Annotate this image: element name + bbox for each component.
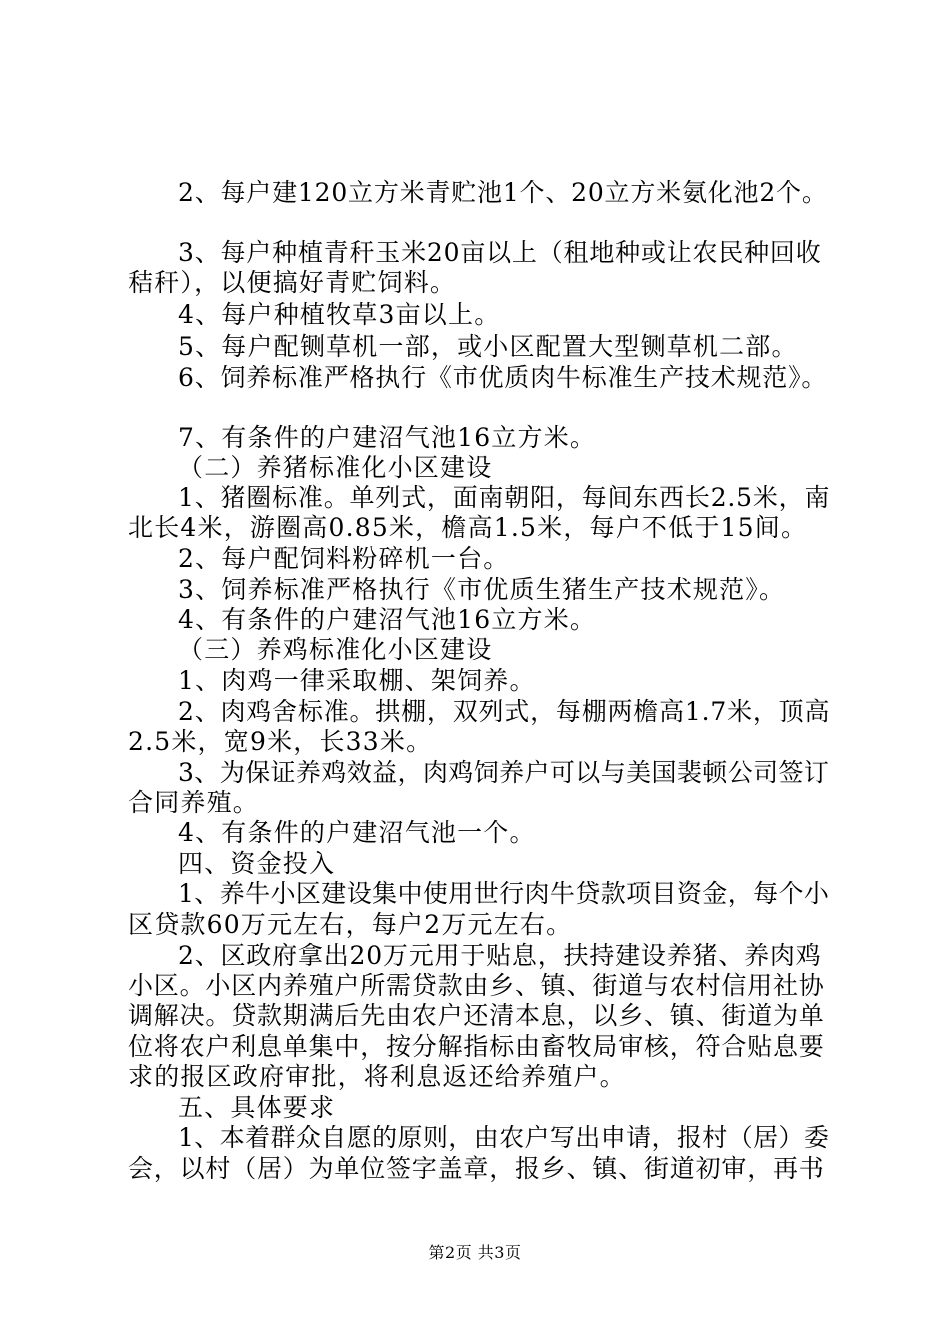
text-line: 合同养殖。 xyxy=(128,788,260,817)
text-line: 1、养牛小区建设集中使用世行肉牛贷款项目资金，每个小 xyxy=(178,879,830,908)
text-line: 4、有条件的户建沼气池16立方米。 xyxy=(178,605,597,634)
section-heading: 五、具体要求 xyxy=(178,1093,336,1122)
text-line: 3、每户种植青秆玉米20亩以上（租地种或让农民种回收 xyxy=(178,238,822,267)
text-line: 7、有条件的户建沼气池16立方米。 xyxy=(178,423,597,452)
text-line: 小区。小区内养殖户所需贷款由乡、镇、街道与农村信用社协 xyxy=(128,971,825,1000)
text-line: 2、区政府拿出20万元用于贴息，扶持建设养猪、养肉鸡 xyxy=(178,941,822,970)
text-line: 2、每户建120立方米青贮池1个、20立方米氨化池2个。 xyxy=(178,178,828,207)
text-line: 2、每户配饲料粉碎机一台。 xyxy=(178,544,510,573)
section-heading: 四、资金投入 xyxy=(178,849,336,878)
text-line: 位将农户利息单集中，按分解指标由畜牧局审核，符合贴息要 xyxy=(128,1032,825,1061)
text-line: 6、饲养标准严格执行《市优质肉牛标准生产技术规范》。 xyxy=(178,363,828,392)
text-line: 1、肉鸡一律采取棚、架饲养。 xyxy=(178,666,536,695)
text-line: 3、为保证养鸡效益，肉鸡饲养户可以与美国裴顿公司签订 xyxy=(178,758,830,787)
text-line: 调解决。贷款期满后先由农户还清本息，以乡、镇、街道为单 xyxy=(128,1001,825,1030)
text-line: 2、肉鸡舍标准。拱棚，双列式，每棚两檐高1.7米，顶高 xyxy=(178,697,831,726)
page-footer: 第2页 共3页 xyxy=(428,1243,522,1262)
text-line: 5、每户配铡草机一部，或小区配置大型铡草机二部。 xyxy=(178,332,798,361)
text-line: 1、本着群众自愿的原则，由农户写出申请，报村（居）委 xyxy=(178,1123,830,1152)
text-line: 4、每户种植牧草3亩以上。 xyxy=(178,300,501,329)
text-line: 3、饲养标准严格执行《市优质生猪生产技术规范》。 xyxy=(178,575,786,604)
text-line: 北长4米，游圈高0.85米，檐高1.5米，每户不低于15间。 xyxy=(128,513,808,542)
section-heading: （三）养鸡标准化小区建设 xyxy=(178,635,493,664)
text-line: 区贷款60万元左右，每户2万元左右。 xyxy=(128,910,573,939)
text-line: 2.5米，宽9米，长33米。 xyxy=(128,727,433,756)
section-heading: （二）养猪标准化小区建设 xyxy=(178,453,493,482)
text-line: 会，以村（居）为单位签字盖章，报乡、镇、街道初审，再书 xyxy=(128,1154,825,1183)
text-line: 秸秆），以便搞好青贮饲料。 xyxy=(128,268,457,297)
text-line: 1、猪圈标准。单列式，面南朝阳，每间东西长2.5米，南 xyxy=(178,483,831,512)
text-line: 4、有条件的户建沼气池一个。 xyxy=(178,818,536,847)
text-line: 求的报区政府审批，将利息返还给养殖户。 xyxy=(128,1062,626,1091)
